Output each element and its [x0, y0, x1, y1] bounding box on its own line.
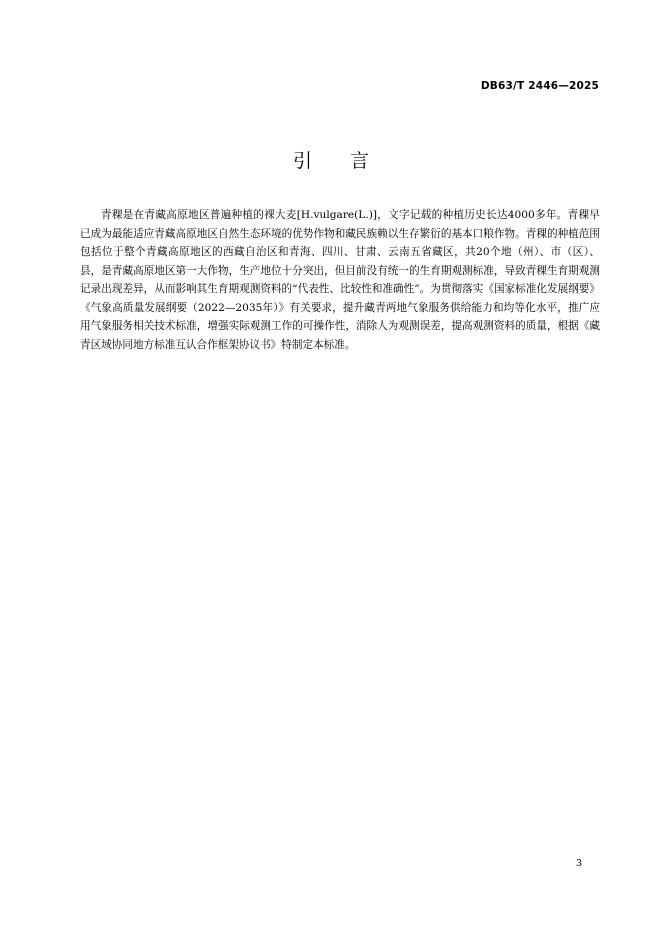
page-number: 3	[575, 858, 582, 869]
section-title: 引 言	[292, 150, 386, 172]
introduction-paragraph: 青稞是在青藏高原地区普遍种植的裸大麦[H.vulgare(L.)]，文字记载的种植历史长达4000多年。青稞早已成为最能适应青藏高原地区自然生态环境的优势作物和藏民族赖以生存繁衍的基本口粮作物。青稞的种植范围包括位于整个青藏高原地区的西藏自治区和青海、四川、甘肃、云南五省藏区，共20个地（州）、市（区）、县，是青藏高原地区第一大作物，生产地位十分突出，但目前没有统一的生育期观测标准，导致青稞生育期观测记录出现差异，从而影响其生育期观测资料的“代表性、比较性和准确性”。为贯彻落实《国家标准化发展纲要》《气象高质量发展纲要（2022—2035年）》有关要求，提升藏青两地气象服务供给能力和均等化水平，推广应用气象服务相关技术标准，增强实际观测工作的可操作性，消除人为观测误差，提高观测资料的质量，根据《藏青区域协同地方标准互认合作框架协议书》特制定本标准。	[80, 209, 600, 351]
document-code: DB63/T 2446—2025	[480, 80, 599, 92]
